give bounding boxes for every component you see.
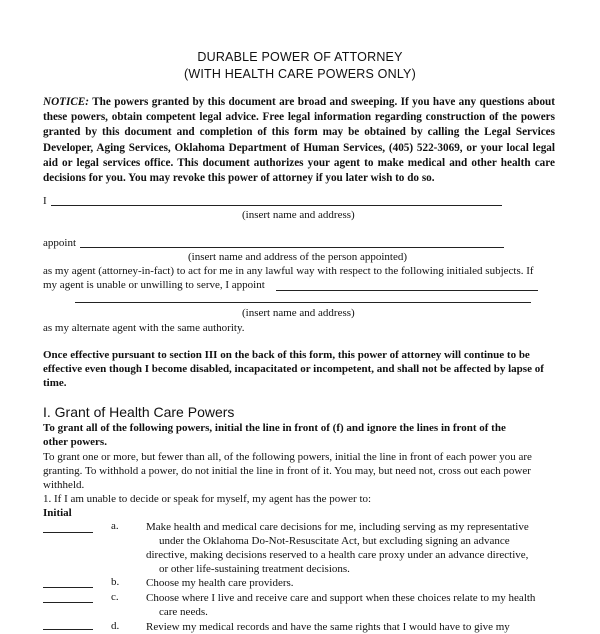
grant-some-paragraph: To grant one or more, but fewer than all, of the following powers, initial the line in front of each power you are granting. To withhold a power, do not initial the line in front of it. You may, but need not, cross out each power withheld. <box>43 451 532 492</box>
section-heading: I. Grant of Health Care Powers <box>43 404 235 420</box>
effective-paragraph: Once effective pursuant to section III on the back of this form, this power of attorney will continue to be effective even though I become disabled, incapacitated or incompetent, and shall not be affected by lapse of time. <box>43 349 544 390</box>
agent-name-line[interactable] <box>80 247 504 248</box>
initial-line-a[interactable] <box>43 532 93 533</box>
document-subtitle: (WITH HEALTH CARE POWERS ONLY) <box>184 67 416 81</box>
alternate-agent-text: as my alternate agent with the same authority. <box>43 322 245 334</box>
agent-caption: (insert name and address of the person appointed) <box>188 251 408 263</box>
notice-text: The powers granted by this document are broad and sweeping. If you have any questions about these powers, obtain competent legal advice. Free legal information regarding construction of the powers granted by this document and completion of this form may be obtained by calling the Legal Services Developer, Aging Services, Oklahoma Department of Human Services, (405) 522-3069, or your local legal aid or legal services office. This document authorizes your agent to make medical and other health care decisions for you. You may revoke this power of attorney if you later wish to do so. <box>43 96 555 185</box>
initial-line-b[interactable] <box>43 587 93 588</box>
initial-label: Initial <box>43 507 72 519</box>
item-d-line1: Review my medical records and have the same rights that I would have to give my <box>146 621 510 633</box>
item-text-b <box>146 576 556 590</box>
item-a-line2: under the Oklahoma Do-Not-Resuscitate Act, but excluding signing an advance <box>159 535 510 547</box>
document-title: DURABLE POWER OF ATTORNEY <box>197 50 403 64</box>
item-c-line1: Choose where I live and receive care and support when these choices relate to my health <box>146 592 536 604</box>
item-letter-b: b. <box>111 576 120 588</box>
initial-line-c[interactable] <box>43 602 93 603</box>
item-letter-d: d. <box>111 620 120 632</box>
item-a-line1: Make health and medical care decisions for me, including serving as my representative <box>146 521 529 533</box>
item-c-line2: care needs. <box>159 606 208 618</box>
item-letter-a: a. <box>111 520 119 532</box>
principal-label: I <box>43 195 47 207</box>
alternate-agent-line2[interactable] <box>75 302 531 303</box>
item-a-line3: directive, making decisions reserved to a health care proxy under an advance directive, <box>146 549 529 561</box>
principal-name-line[interactable] <box>51 205 502 206</box>
alternate-caption: (insert name and address) <box>242 307 355 319</box>
item-b-line1: Choose my health care providers. <box>146 577 294 589</box>
grant-all-line2: other powers. <box>43 436 107 448</box>
principal-caption: (insert name and address) <box>242 209 355 221</box>
item-text-d <box>146 620 556 634</box>
grant-all-line1: To grant all of the following powers, initial the line in front of (f) and ignore the lines in front of the <box>43 422 506 434</box>
alternate-agent-line1[interactable] <box>276 290 538 291</box>
appoint-label: appoint <box>43 237 76 249</box>
agent-authority-line1: as my agent (attorney-in-fact) to act for me in any lawful way with respect to the following initialed subjects. If <box>43 265 534 277</box>
notice-label: NOTICE: <box>43 96 89 108</box>
item-letter-c: c. <box>111 591 119 603</box>
agent-authority-line2: my agent is unable or unwilling to serve, I appoint <box>43 279 265 291</box>
notice-paragraph <box>43 95 555 186</box>
item-text-a <box>146 520 556 576</box>
item-a-line4: or other life-sustaining treatment decisions. <box>159 563 350 575</box>
item1-intro: 1. If I am unable to decide or speak for myself, my agent has the power to: <box>43 493 372 505</box>
item-text-c <box>146 591 556 619</box>
